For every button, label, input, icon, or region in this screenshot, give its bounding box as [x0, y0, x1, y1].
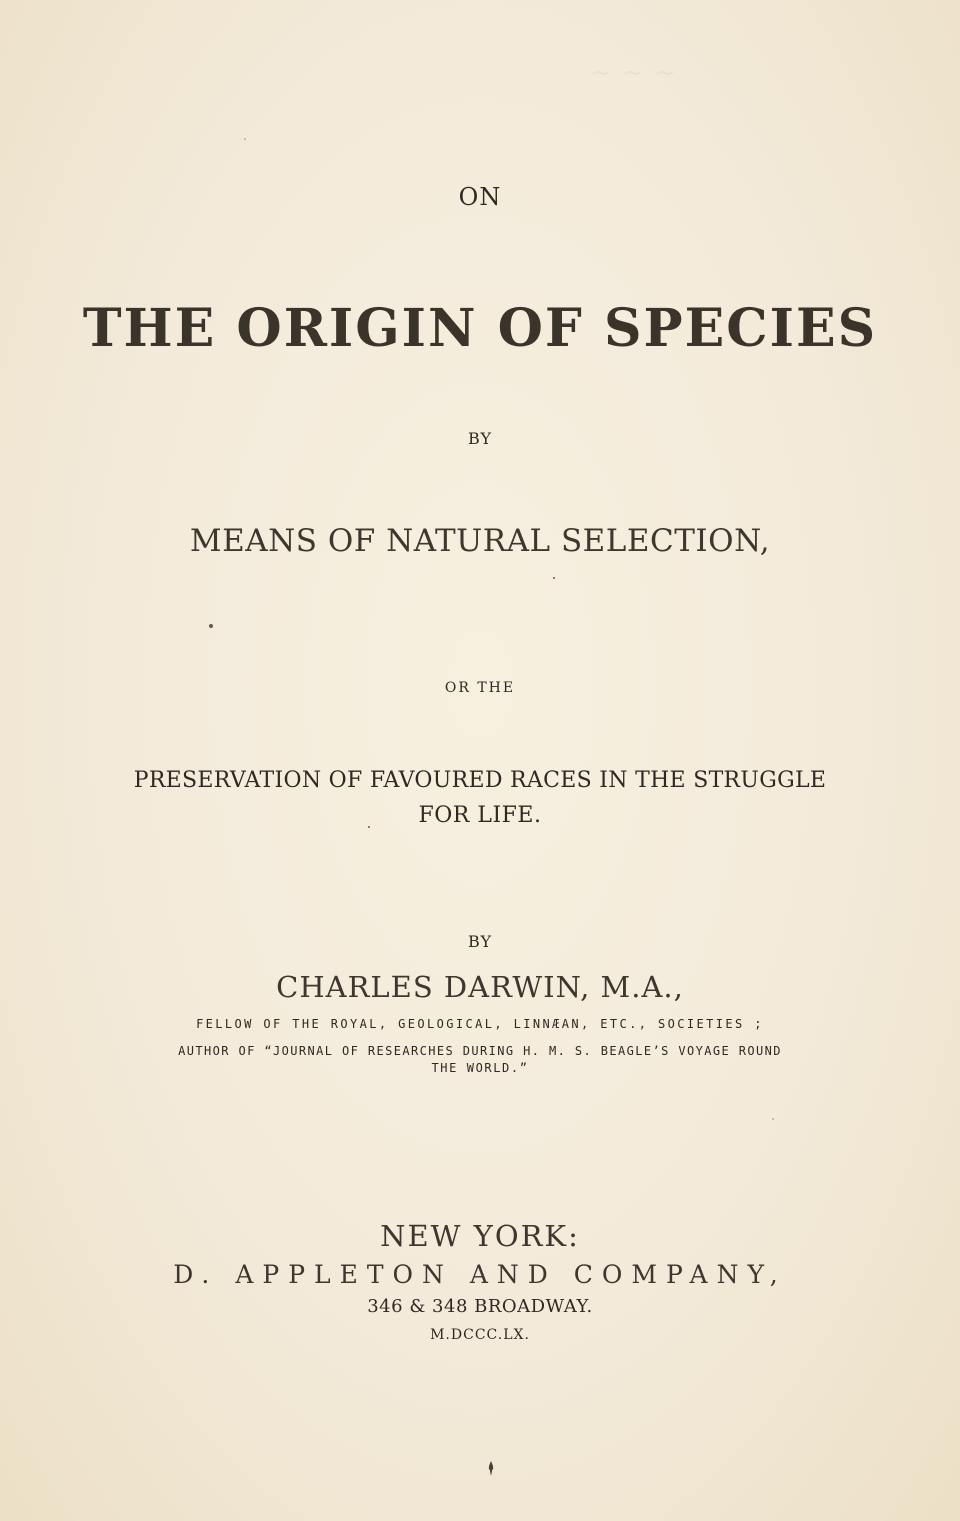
paper-speck [209, 624, 213, 628]
preposition-on: ON [458, 183, 502, 211]
book-title: THE ORIGIN OF SPECIES [82, 298, 878, 359]
by-label: BY [467, 429, 493, 448]
subtitle-means: MEANS OF NATURAL SELECTION, [189, 523, 771, 559]
show-through-marks: ~ ~ ~ [590, 58, 677, 88]
paper-speck [553, 577, 555, 579]
author-works-line-1: AUTHOR OF “JOURNAL OF RESEARCHES DURING H. M. S. BEAGLE’S VOYAGE ROUND [178, 1044, 782, 1058]
subtitle-preservation-line-1: PRESERVATION OF FAVOURED RACES IN THE STRUGGLE [133, 768, 827, 793]
or-the-label: OR THE [444, 680, 516, 696]
publication-year: M.DCCC.LX. [430, 1327, 530, 1343]
author-works-line-2: THE WORLD.” [431, 1061, 529, 1075]
author-credentials: FELLOW OF THE ROYAL, GEOLOGICAL, LINNÆAN, ETC., SOCIETIES ; [196, 1017, 764, 1031]
author-name: CHARLES DARWIN, M.A., [276, 970, 684, 1004]
paper-speck [244, 138, 246, 140]
by-author-label: BY [467, 932, 493, 951]
publisher-name: D. APPLETON AND COMPANY, [173, 1260, 787, 1289]
paper-speck [772, 1118, 774, 1120]
subtitle-preservation-line-2: FOR LIFE. [418, 803, 542, 828]
publication-city: NEW YORK: [380, 1219, 580, 1253]
paper-speck [368, 826, 370, 828]
publisher-address: 346 & 348 BROADWAY. [367, 1296, 593, 1317]
printers-ornament-icon [486, 1460, 496, 1478]
